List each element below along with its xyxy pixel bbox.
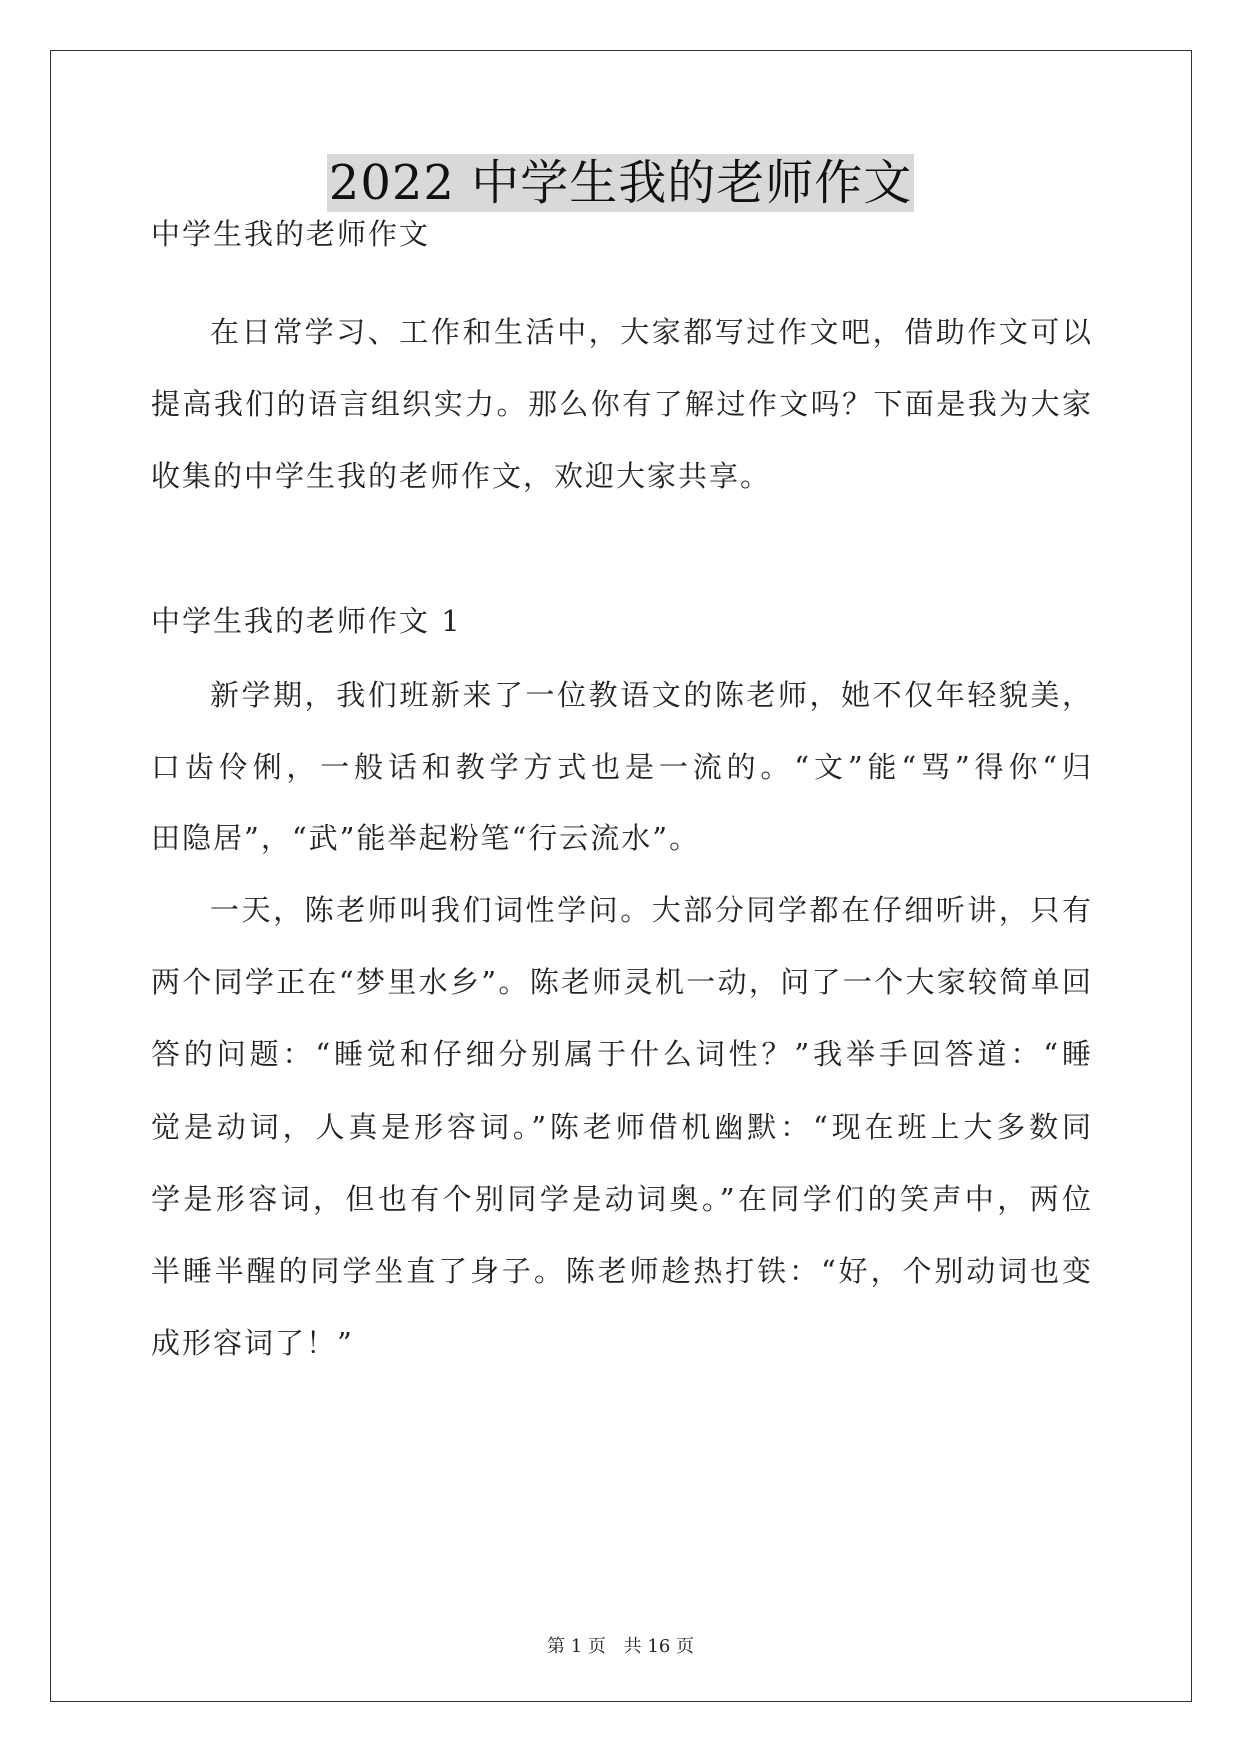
- subtitle-line: 中学生我的老师作文: [151, 217, 431, 251]
- page-total: 共 16 页: [623, 1636, 694, 1657]
- page-number: 第 1 页: [547, 1636, 606, 1657]
- page-footer: [0, 1635, 1241, 1659]
- paragraph-line: 两个同学正在“梦里水乡”。陈老师灵机一动，问了一个大家较简单回: [151, 965, 1091, 999]
- page-border: [50, 50, 1192, 1702]
- section-heading: 中学生我的老师作文 1: [151, 604, 462, 638]
- title-container: [0, 154, 1241, 212]
- paragraph-line: 田隐居”，“武”能举起粉笔“行云流水”。: [151, 821, 701, 855]
- document-title: 2022 中学生我的老师作文: [328, 155, 913, 211]
- paragraph-line: 答的问题：“睡觉和仔细分别属于什么词性？”我举手回答道：“睡: [151, 1037, 1091, 1071]
- paragraph-line: 口齿伶俐，一般话和教学方式也是一流的。“文”能“骂”得你“归: [151, 750, 1091, 784]
- paragraph-line: 觉是动词，人真是形容词。”陈老师借机幽默：“现在班上大多数同: [151, 1110, 1091, 1144]
- paragraph-line: 学是形容词，但也有个别同学是动词奥。”在同学们的笑声中，两位: [151, 1182, 1091, 1216]
- paragraph-line: 收集的中学生我的老师作文，欢迎大家共享。: [151, 459, 772, 493]
- paragraph-line: 在日常学习、工作和生活中，大家都写过作文吧，借助作文可以: [210, 315, 1091, 349]
- paragraph-line: 提高我们的语言组织实力。那么你有了解过作文吗？下面是我为大家: [151, 387, 1091, 421]
- paragraph-line: 成形容词了！”: [151, 1326, 354, 1360]
- paragraph-line: 新学期，我们班新来了一位教语文的陈老师，她不仅年轻貌美，: [210, 678, 1091, 712]
- paragraph-line: 半睡半醒的同学坐直了身子。陈老师趁热打铁：“好，个别动词也变: [151, 1254, 1091, 1288]
- paragraph-line: 一天，陈老师叫我们词性学问。大部分同学都在仔细听讲，只有: [210, 893, 1091, 927]
